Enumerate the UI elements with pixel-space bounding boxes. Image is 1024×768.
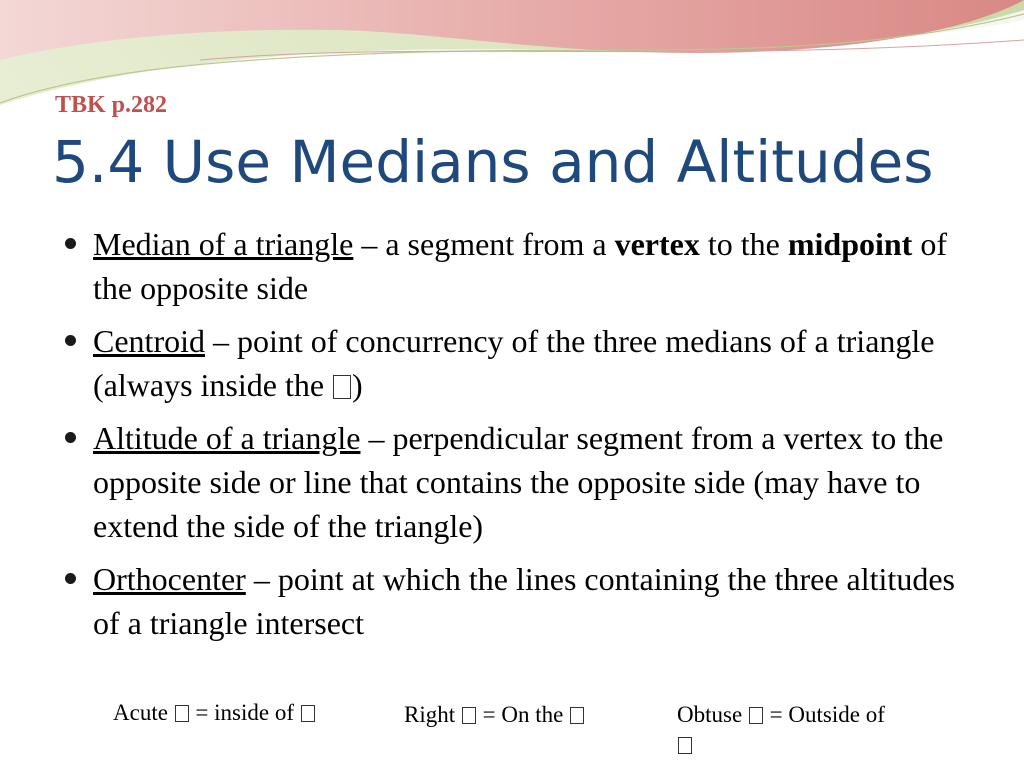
bullet-altitude xyxy=(62,416,962,548)
obtuse-rule: = Outside of xyxy=(763,702,885,727)
missing-glyph-box-icon xyxy=(175,705,189,722)
missing-glyph-box-icon xyxy=(678,737,692,754)
obtuse-label: Obtuse xyxy=(677,702,748,727)
bullet-dot-icon xyxy=(65,573,76,584)
orthocenter-text-1: – point at which the lines containing the three altitudes of a triangle intersect xyxy=(93,561,955,641)
bullet-dot-icon xyxy=(65,335,76,346)
centroid-text-2: ) xyxy=(352,367,363,403)
bullet-list xyxy=(62,222,962,654)
footnote-acute xyxy=(113,698,316,728)
bullet-dot-icon xyxy=(65,432,76,443)
bullet-dot-icon xyxy=(65,238,76,249)
term-orthocenter: Orthocenter xyxy=(93,561,246,597)
missing-glyph-box-icon xyxy=(749,707,763,724)
bullet-centroid xyxy=(62,319,962,407)
slide-subtitle: TBK p.282 xyxy=(55,92,168,118)
missing-glyph-box-icon xyxy=(301,705,315,722)
acute-rule: = inside of xyxy=(189,700,300,725)
missing-glyph-box-icon xyxy=(570,707,584,724)
footnote-right xyxy=(404,700,585,730)
slide-title: 5.4 Use Medians and Altitudes xyxy=(52,128,934,196)
term-centroid: Centroid xyxy=(93,323,205,359)
median-text-2: to the xyxy=(699,226,788,262)
median-text-3: of the opposite side xyxy=(93,226,947,306)
term-altitude: Altitude of a triangle xyxy=(93,420,361,456)
missing-glyph-box-icon xyxy=(333,375,351,399)
centroid-text-1: – point of concurrency of the three medians of a triangle (always inside the xyxy=(93,323,935,403)
acute-label: Acute xyxy=(113,700,174,725)
bullet-median xyxy=(62,222,962,310)
median-bold-midpoint: midpoint xyxy=(787,226,913,262)
altitude-text-1: – perpendicular segment from a vertex to the opposite side or line that contains the opposite side (may have to extend the side of the triangle) xyxy=(93,420,944,544)
term-median: Median of a triangle xyxy=(93,226,354,262)
right-rule: = On the xyxy=(476,702,570,727)
right-label: Right xyxy=(404,702,461,727)
missing-glyph-box-icon xyxy=(462,707,476,724)
footnote-obtuse xyxy=(677,700,947,760)
bullet-orthocenter xyxy=(62,557,962,645)
median-text-1: – a segment from a xyxy=(353,226,615,262)
median-bold-vertex: vertex xyxy=(614,226,700,262)
